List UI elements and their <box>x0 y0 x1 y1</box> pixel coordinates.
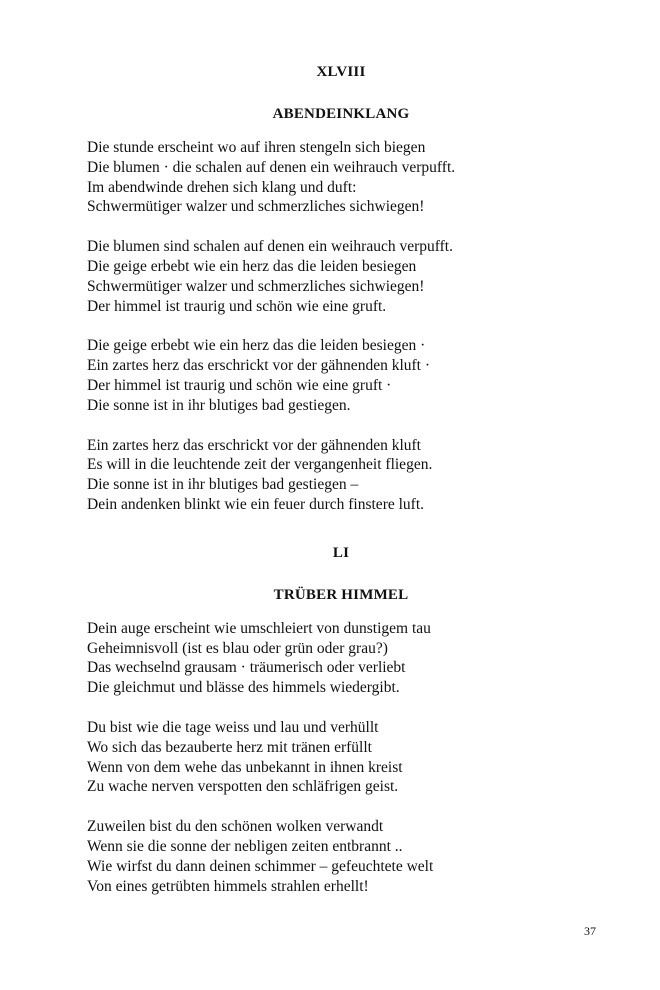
poem-line: Die geige erbebt wie ein herz das die leiden besiegen · <box>87 337 426 355</box>
poem-line: Die stunde erscheint wo auf ihren stengeln sich biegen <box>87 139 426 156</box>
poem-line: Die sonne ist in ihr blutiges bad gestiegen – <box>87 476 359 494</box>
poem-line: Zuweilen bist du den schönen wolken verwandt <box>87 818 384 836</box>
stanza <box>87 138 595 217</box>
poem-line: Wo sich das bezauberte herz mit tränen erfüllt <box>87 738 372 756</box>
poem-abendeinklang <box>87 62 595 515</box>
poem-line: Ein zartes herz das erschrickt vor der gähnenden kluft · <box>87 357 431 375</box>
text-column <box>87 62 595 916</box>
poem-line: Ein zartes herz das erschrickt vor der gähnenden kluft <box>87 436 421 454</box>
stanza <box>87 718 595 797</box>
poem-line: Die sonne ist in ihr blutiges bad gestiegen. <box>87 396 351 414</box>
poem-line: Das wechselnd grausam · träumerisch oder verliebt <box>87 659 406 677</box>
poem-title: TRÜBER HIMMEL <box>273 586 409 603</box>
stanza <box>87 436 595 515</box>
poem-line: Es will in die leuchtende zeit der vergangenheit fliegen. <box>87 456 433 474</box>
stanza <box>87 619 595 698</box>
poem-number: LI <box>332 544 350 561</box>
poem-line: Dein andenken blinkt wie ein feuer durch finstere luft. <box>87 495 425 513</box>
poem-line: Die geige erbebt wie ein herz das die leiden besiegen <box>87 257 417 275</box>
poem-line: Geheimnisvoll (ist es blau oder grün oder grau?) <box>87 639 388 657</box>
poem-trueber-himmel <box>87 543 595 897</box>
poem-line: Du bist wie die tage weiss und lau und verhüllt <box>87 718 379 736</box>
poem-line: Zu wache nerven verspotten den schläfrigen geist. <box>87 778 399 796</box>
poem-line: Schwermütiger walzer und schmerzliches sichwiegen! <box>87 198 425 216</box>
poem-line: Wenn von dem wehe das unbekannt in ihnen kreist <box>87 758 403 776</box>
poem-line: Der himmel ist traurig und schön wie eine gruft · <box>87 376 392 394</box>
poem-number: XLVIII <box>316 64 366 80</box>
stanza <box>87 817 595 896</box>
poem-line: Dein auge erscheint wie umschleiert von dunstigem tau <box>87 619 431 637</box>
stanza <box>87 336 595 415</box>
poem-line: Der himmel ist traurig und schön wie eine gruft. <box>87 297 387 315</box>
poem-line: Die blumen · die schalen auf denen ein weihrauch verpufft. <box>87 158 456 176</box>
poem-separator <box>87 535 595 543</box>
stanza <box>87 237 595 316</box>
poem-line: Die blumen sind schalen auf denen ein weihrauch verpufft. <box>87 238 453 256</box>
poem-line: Die gleichmut und blässe des himmels wiedergibt. <box>87 679 400 697</box>
page-number: 37 <box>584 924 596 938</box>
poem-title: ABENDEINKLANG <box>272 106 410 122</box>
poem-line: Wenn sie die sonne der nebligen zeiten entbrannt .. <box>87 837 403 855</box>
poem-line: Im abendwinde drehen sich klang und duft: <box>87 178 357 196</box>
poem-line: Von eines getrübten himmels strahlen erhellt! <box>87 877 369 895</box>
poem-line: Wie wirfst du dann deinen schimmer – gefeuchtete welt <box>87 857 434 875</box>
poem-line: Schwermütiger walzer und schmerzliches sichwiegen! <box>87 277 425 295</box>
